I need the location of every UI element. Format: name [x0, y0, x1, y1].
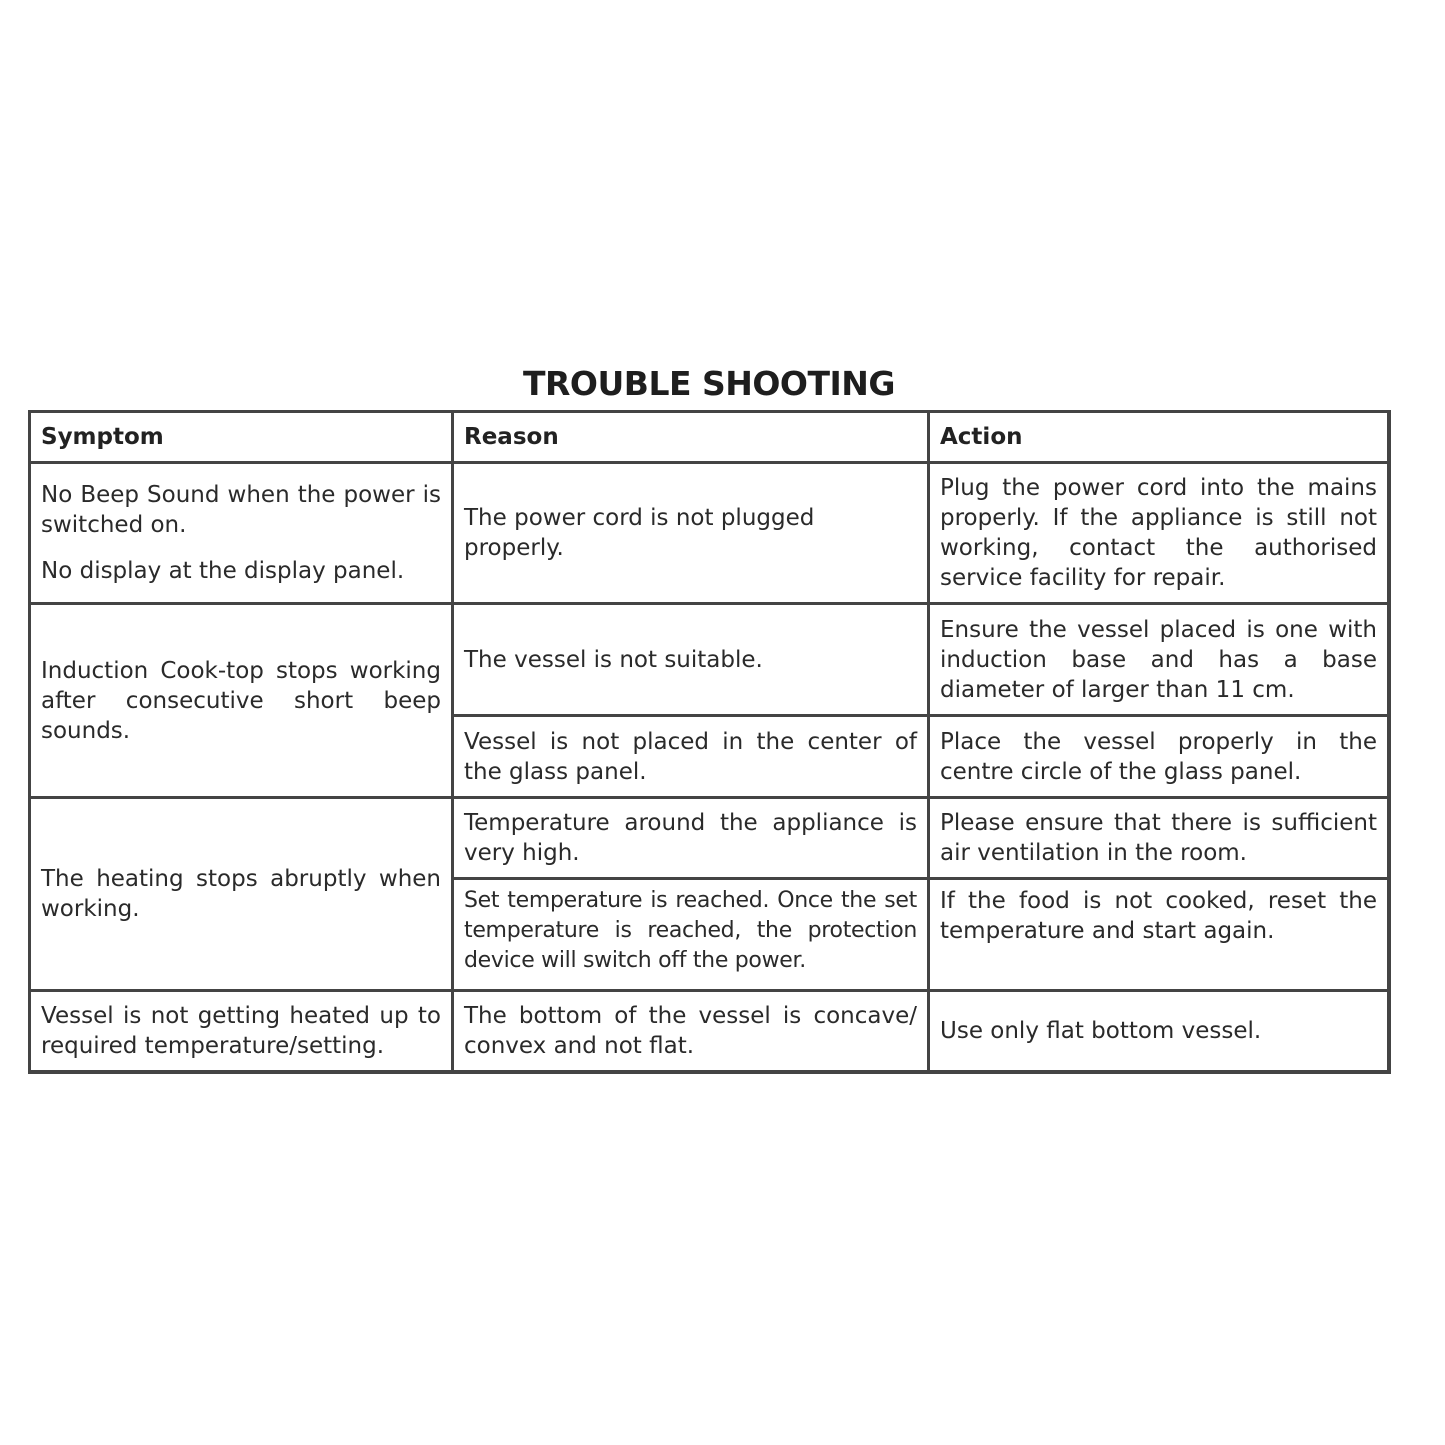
- action-text: Ensure the vessel placed is one with induction base and has a base diameter of larger than 11 cm.: [940, 616, 1377, 703]
- symptom-cell: [29, 462, 453, 604]
- reason-text: The bottom of the vessel is concave/ convex and not flat.: [464, 1003, 917, 1059]
- reason-text: The vessel is not suitable.: [464, 646, 763, 673]
- symptom-text: Induction Cook-top stops working after consecutive short beep sounds.: [41, 657, 441, 744]
- reason-cell: [452, 462, 929, 604]
- action-text: Place the vessel properly in the centre circle of the glass panel.: [940, 728, 1377, 785]
- symptom-cell: [29, 990, 453, 1072]
- action-text: Use only flat bottom vessel.: [940, 1018, 1262, 1044]
- reason-cell: [452, 715, 929, 798]
- header-symptom: Symptom: [29, 411, 453, 463]
- action-cell: [928, 715, 1389, 798]
- symptom-text: No Beep Sound when the power is switched on.: [41, 482, 441, 538]
- symptom-text: Vessel is not getting heated up to required temperature/setting.: [41, 1003, 441, 1059]
- symptom-text: No display at the display panel.: [41, 558, 405, 584]
- reason-text: Vessel is not placed in the center of the glass panel.: [464, 728, 917, 785]
- action-text: Plug the power cord into the mains properly. If the appliance is still not working, contact the authorised service facility for repair.: [940, 475, 1377, 591]
- action-cell: [928, 797, 1389, 879]
- reason-cell: [452, 797, 929, 879]
- troubleshooting-table: [30, 412, 1389, 1072]
- page-title: TROUBLE SHOOTING: [523, 364, 895, 403]
- header-action: Action: [928, 411, 1389, 463]
- symptom-text: The heating stops abruptly when working.: [41, 866, 441, 922]
- action-cell: [928, 603, 1389, 716]
- header-reason: Reason: [452, 411, 929, 463]
- action-cell: [928, 990, 1389, 1072]
- reason-cell: [452, 990, 929, 1072]
- action-text: If the food is not cooked, reset the temperature and start again.: [940, 888, 1377, 944]
- reason-cell: [452, 603, 929, 716]
- reason-text: The power cord is not plugged properly.: [464, 505, 815, 561]
- symptom-cell: [29, 797, 453, 991]
- action-cell: [928, 878, 1389, 991]
- reason-text: Temperature around the appliance is very high.: [464, 810, 917, 866]
- reason-cell: [452, 878, 929, 991]
- symptom-cell: [29, 603, 453, 798]
- action-cell: [928, 462, 1389, 604]
- action-text: Please ensure that there is sufficient air ventilation in the room.: [940, 810, 1377, 866]
- reason-text: Set temperature is reached. Once the set temperature is reached, the protection device will switch off the power.: [464, 888, 917, 973]
